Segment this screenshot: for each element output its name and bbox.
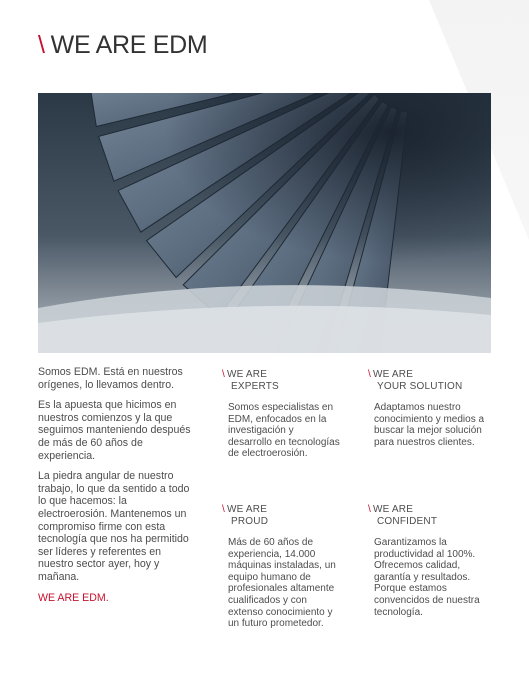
box-your-solution (368, 369, 486, 448)
heading-line2: PROUD (231, 515, 269, 527)
turbine-illustration (38, 93, 491, 353)
box-proud (222, 504, 340, 630)
box-proud-heading (222, 504, 340, 527)
heading-line1: WE ARE (226, 504, 268, 515)
heading-slash: \ (222, 504, 225, 515)
heading-slash: \ (368, 369, 371, 380)
heading-line1: WE ARE (372, 369, 414, 380)
heading-line1: WE ARE (226, 369, 268, 380)
box-confident-heading (368, 504, 486, 527)
turbine-photo (38, 93, 491, 353)
title-slash: \ (38, 31, 45, 59)
intro-paragraph-3: La piedra angular de nuestro trabajo, lo que da sentido a todo lo que hacemos: la electroerosión. Mantenemos un compromiso firme con esta tecnología que nos ha permitido ser líderes y referentes en nuestro sector ayer, hoy y mañana. (38, 470, 190, 583)
box-your-solution-body: Adaptamos nuestro conocimiento y medios a buscar la mejor solución para nuestros clientes. (374, 402, 485, 448)
heading-line2: EXPERTS (231, 380, 279, 392)
box-experts-heading (222, 369, 340, 392)
heading-line2: YOUR SOLUTION (377, 380, 463, 392)
box-confident (368, 504, 486, 618)
intro-signature: WE ARE EDM. (38, 591, 109, 604)
heading-line1: WE ARE (372, 504, 414, 515)
intro-column (38, 366, 196, 612)
box-confident-body: Garantizamos la productividad al 100%. Ofrecemos calidad, garantía y resultados. Porque estamos convencidos de nuestra tecnología. (374, 537, 480, 618)
title-text: WE ARE EDM (50, 31, 208, 59)
heading-slash: \ (222, 369, 225, 380)
box-experts (222, 369, 340, 460)
page-title (38, 33, 207, 58)
heading-slash: \ (368, 504, 371, 515)
box-experts-body: Somos especialistas en EDM, enfocados en la investigación y desarrollo en tecnologías de electroerosión. (228, 402, 340, 460)
box-your-solution-heading (368, 369, 486, 392)
heading-line2: CONFIDENT (377, 515, 438, 527)
intro-paragraph-2: Es la apuesta que hicimos en nuestros comienzos y la que seguimos manteniendo después de más de 60 años de experiencia. (38, 399, 191, 462)
box-proud-body: Más de 60 años de experiencia, 14.000 máquinas instaladas, un equipo humano de profesionales altamente cualificados y con extenso conocimiento y un futuro prometedor. (228, 537, 336, 630)
intro-paragraph-1: Somos EDM. Está en nuestros orígenes, lo llevamos dentro. (38, 366, 183, 391)
